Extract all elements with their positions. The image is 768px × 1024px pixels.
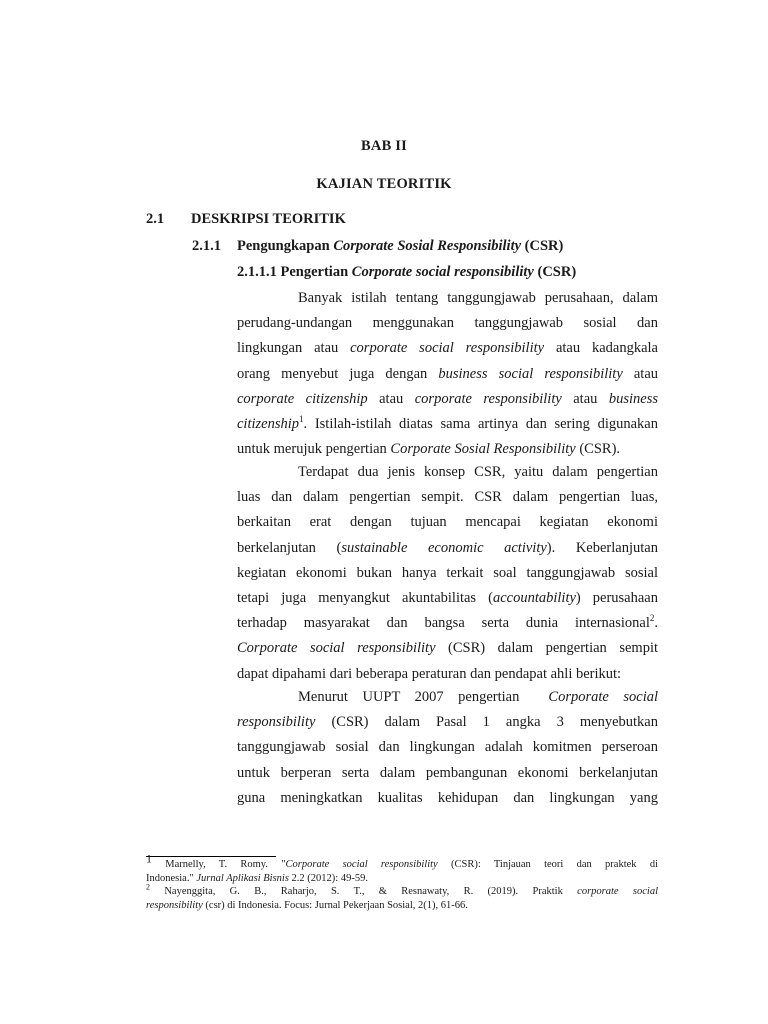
footnote-2: $^2$ Nayenggita, G. B., Raharjo, S. T., & Resnawaty, R. (2019). Praktik corporate social responsibility (csr) di Indonesia. Focus: Jurnal Pekerjaan Sosial, 2(1), 61-66.	[146, 882, 658, 911]
section-number: 2.1	[146, 211, 165, 227]
chapter-title: KAJIAN TEORITIK	[316, 176, 452, 192]
footnote-ref-2: 2	[649, 613, 655, 624]
section-heading-2-1	[146, 211, 346, 228]
section-number: 2.1.1	[192, 238, 221, 254]
footnotes	[146, 851, 658, 912]
footnote-1: 1 Marnelly, T. Romy. "Corporate social responsibility (CSR): Tinjauan teori dan praktek di Indonesia." Jurnal Aplikasi Bisnis 2.2 (2012): 49-59.	[146, 851, 658, 884]
paragraph-3: Menurut UUPT 2007 pengertian Corporate social responsibility (CSR) dalam Pasal 1 angka 3 menyebutkan tanggungjawab sosial dan lingkungan adalah komitmen perseroan untuk berperan serta dalam pembangunan ekonomi berkelanjutan guna meningkatkan kualitas kehidupan dan lingkungan yang	[237, 689, 658, 806]
section-heading-2-1-1: 2.1.1 Pengungkapan Corporate Sosial Responsibility (CSR)	[192, 238, 564, 254]
section-heading-2-1-1-1: 2.1.1.1 Pengertian Corporate social responsibility (CSR)	[237, 264, 577, 280]
footnote-separator	[146, 856, 276, 857]
paragraph-2: Terdapat dua jenis konsep CSR, yaitu dalam pengertian luas dan dalam pengertian sempit. CSR dalam pengertian luas, berkaitan erat dengan tujuan mencapai kegiatan ekonomi berkelanjutan (sustainable economic activity). Keberlanjutan kegiatan ekonomi bukan hanya terkait soal tanggungjawab sosial tetapi juga menyangkut akuntabilitas (accountability) perusahaan terhadap masyarakat dan bangsa serta dunia internasional$^2$. Corporate social responsibility (CSR) dalam pengertian sempit dapat dipahami dari beberapa peraturan dan pendapat ahli berikut:	[237, 464, 658, 682]
footnote-ref-1: 1	[299, 414, 304, 425]
chapter-number: BAB II	[361, 138, 407, 154]
paragraph-1: Banyak istilah tentang tanggungjawab perusahaan, dalam perudang-undangan menggunakan tanggungjawab sosial dan lingkungan atau corporate social responsibility atau kadangkala orang menyebut juga dengan business social responsibility atau corporate citizenship atau corporate responsibility atau business citizenship$^1$. Istilah-istilah diatas sama artinya dan sering digunakan untuk merujuk pengertian Corporate Sosial Responsibility (CSR).	[237, 290, 659, 458]
section-number: 2.1.1.1	[237, 264, 277, 280]
section-title: DESKRIPSI TEORITIK	[191, 211, 346, 227]
